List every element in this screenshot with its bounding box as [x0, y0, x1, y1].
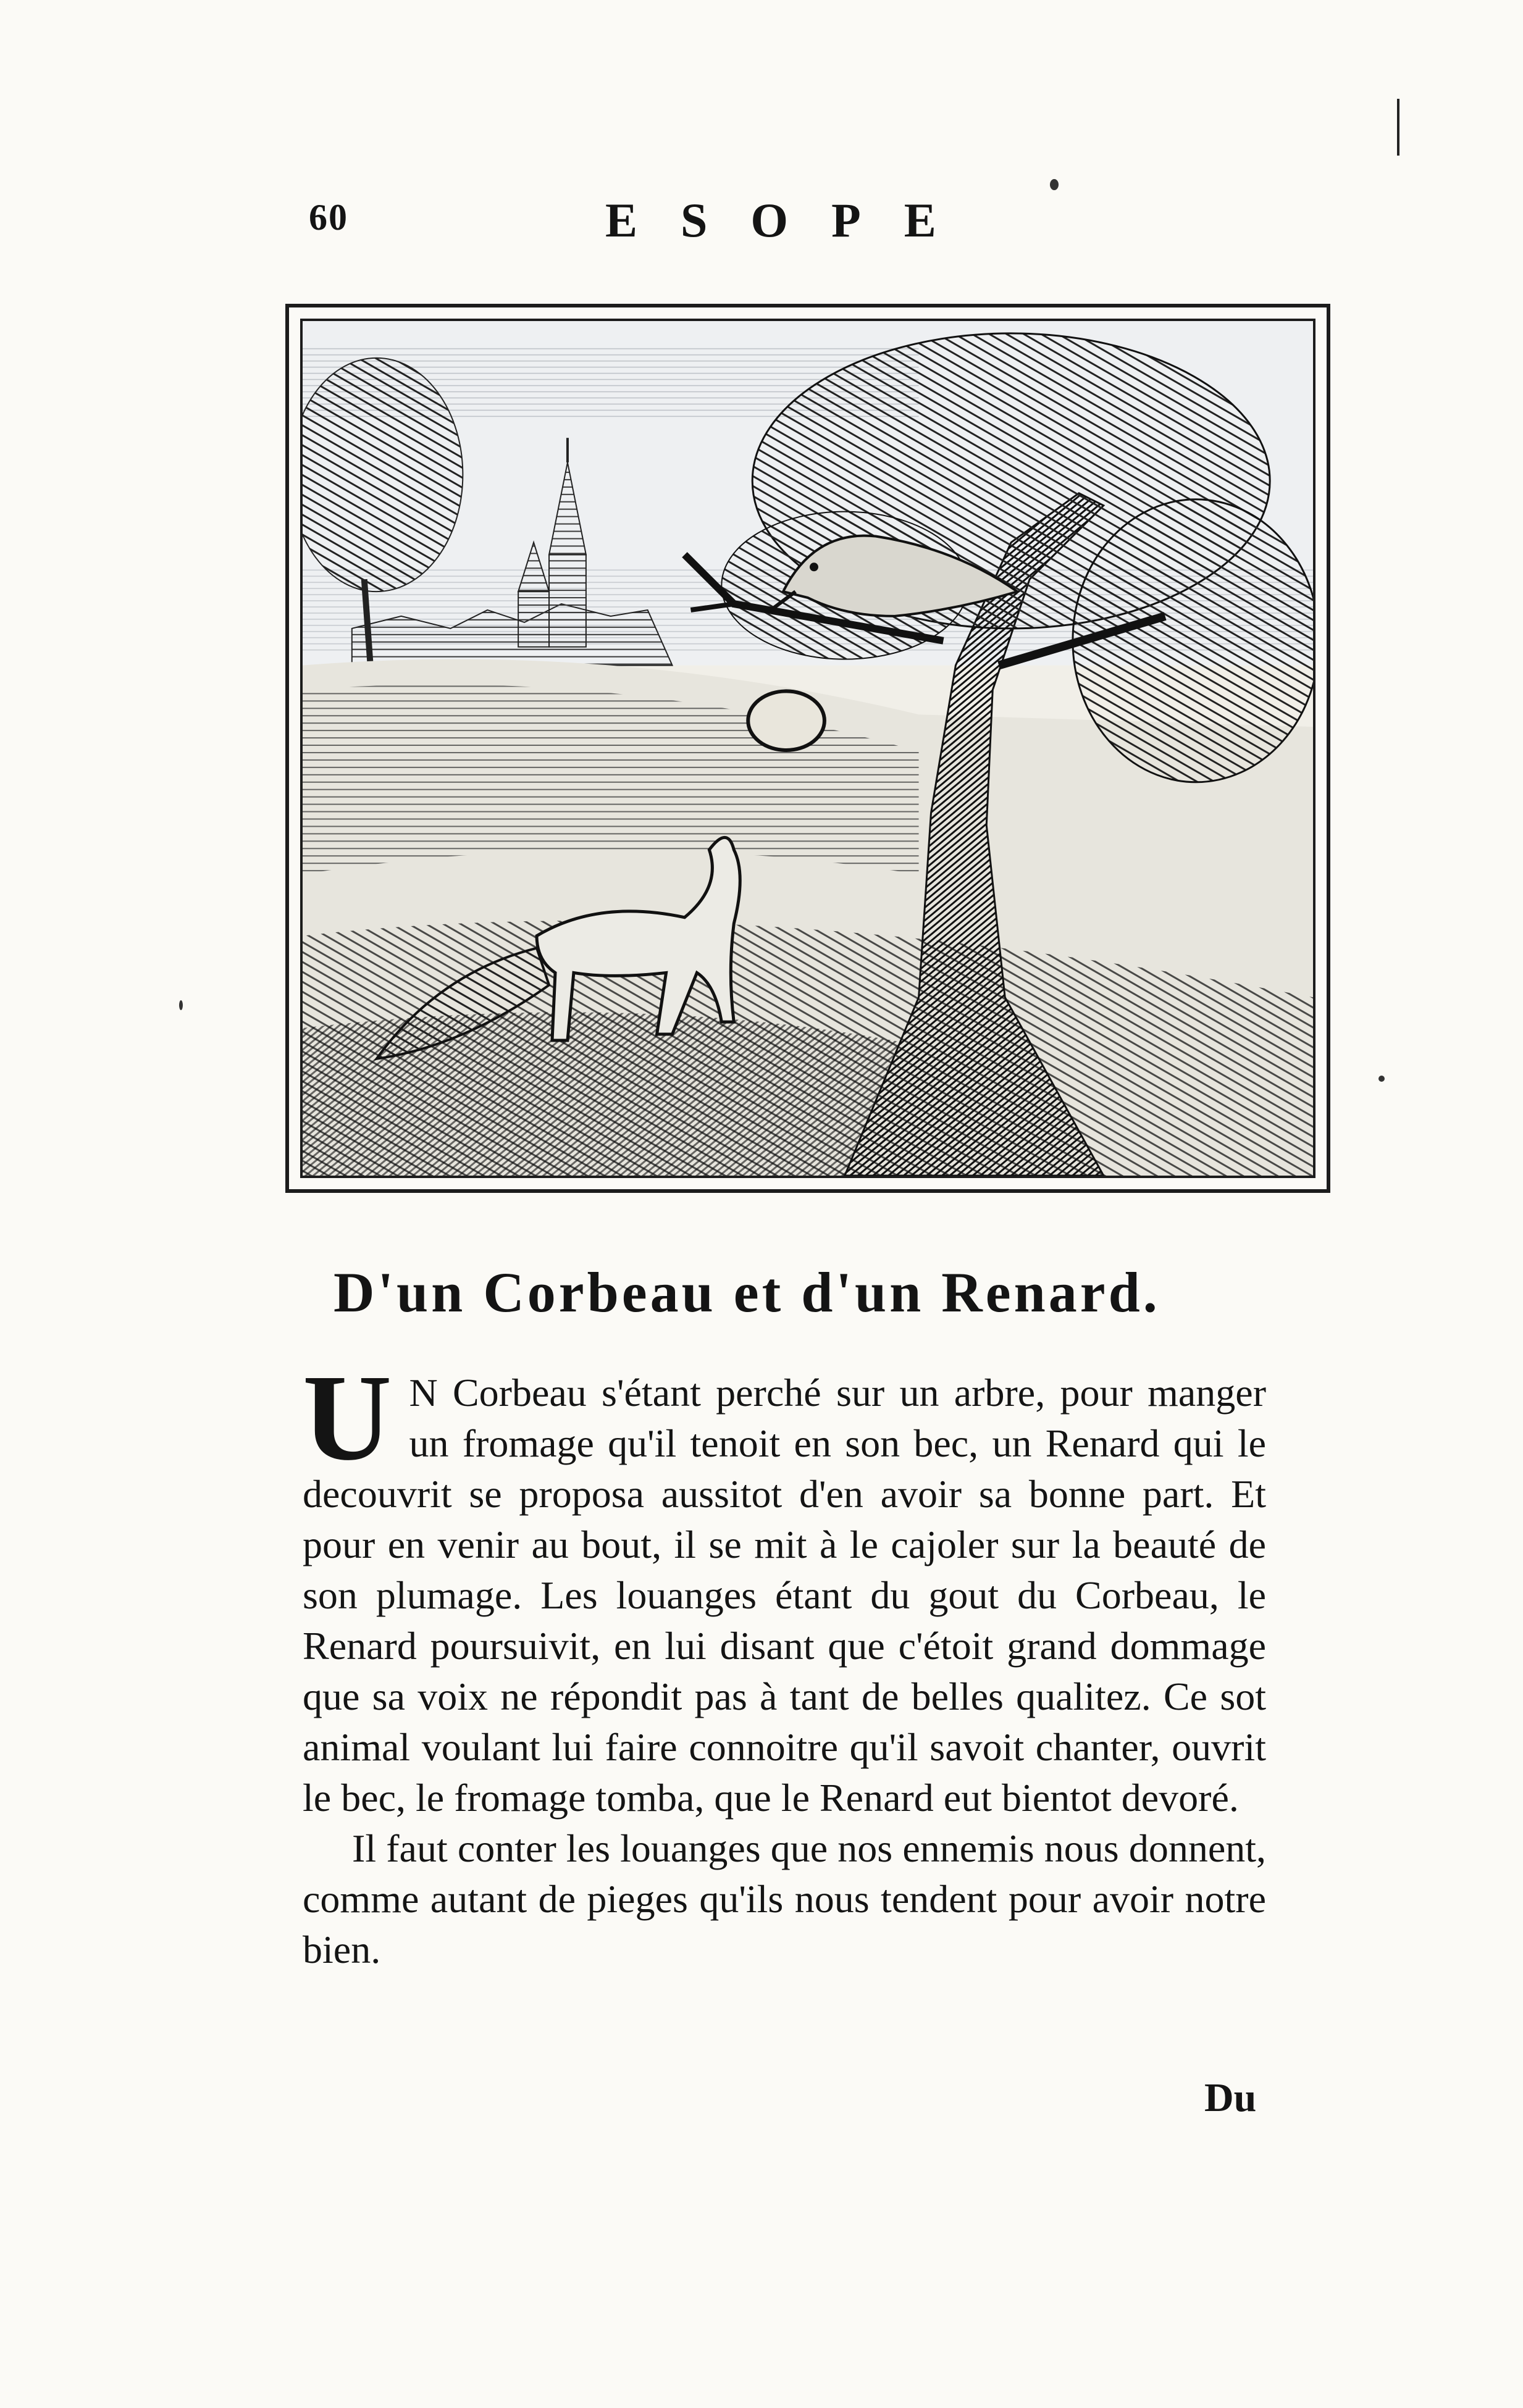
- ink-speck: [179, 1000, 183, 1010]
- fable-moral: Il faut conter les louanges que nos ennemis nous donnent, comme autant de pieges qu'ils nous tendent pour avoir notre bien.: [303, 1826, 1266, 1971]
- engraving-frame: [285, 304, 1330, 1193]
- margin-line: [1397, 99, 1399, 156]
- drop-cap: U: [303, 1350, 392, 1486]
- engraving-illustration: [300, 319, 1315, 1178]
- ink-speck: [1050, 179, 1059, 190]
- fable-text: N Corbeau s'étant perché sur un arbre, pour manger un fromage qu'il tenoit en son bec, un Renard qui le decouvrit se proposa aussitot d'en avoir sa bonne part. Et pour en venir au bout, il se mit à le cajoler sur la beauté de son plumage. Les louanges étant du gout du Corbeau, le Renard poursuivit, en lui disant que c'étoit grand dommage que sa voix ne répondit pas à tant de belles qualitez. Ce sot animal voulant lui faire connoitre qu'il savoit chanter, ouvrit le bec, le fromage tomba, que le Renard eut bientot devoré.: [303, 1371, 1266, 1820]
- page-number: 60: [309, 197, 348, 238]
- fable-title: D'un Corbeau et d'un Renard.: [334, 1261, 1160, 1324]
- fox-and-crow-engraving: [303, 321, 1313, 1176]
- catchword: Du: [1204, 2075, 1257, 2120]
- fable-body: [303, 1350, 1266, 1975]
- running-title: ESOPE: [605, 193, 980, 247]
- fable-first-paragraph: [303, 1350, 1266, 1823]
- ink-speck: [1378, 1076, 1385, 1082]
